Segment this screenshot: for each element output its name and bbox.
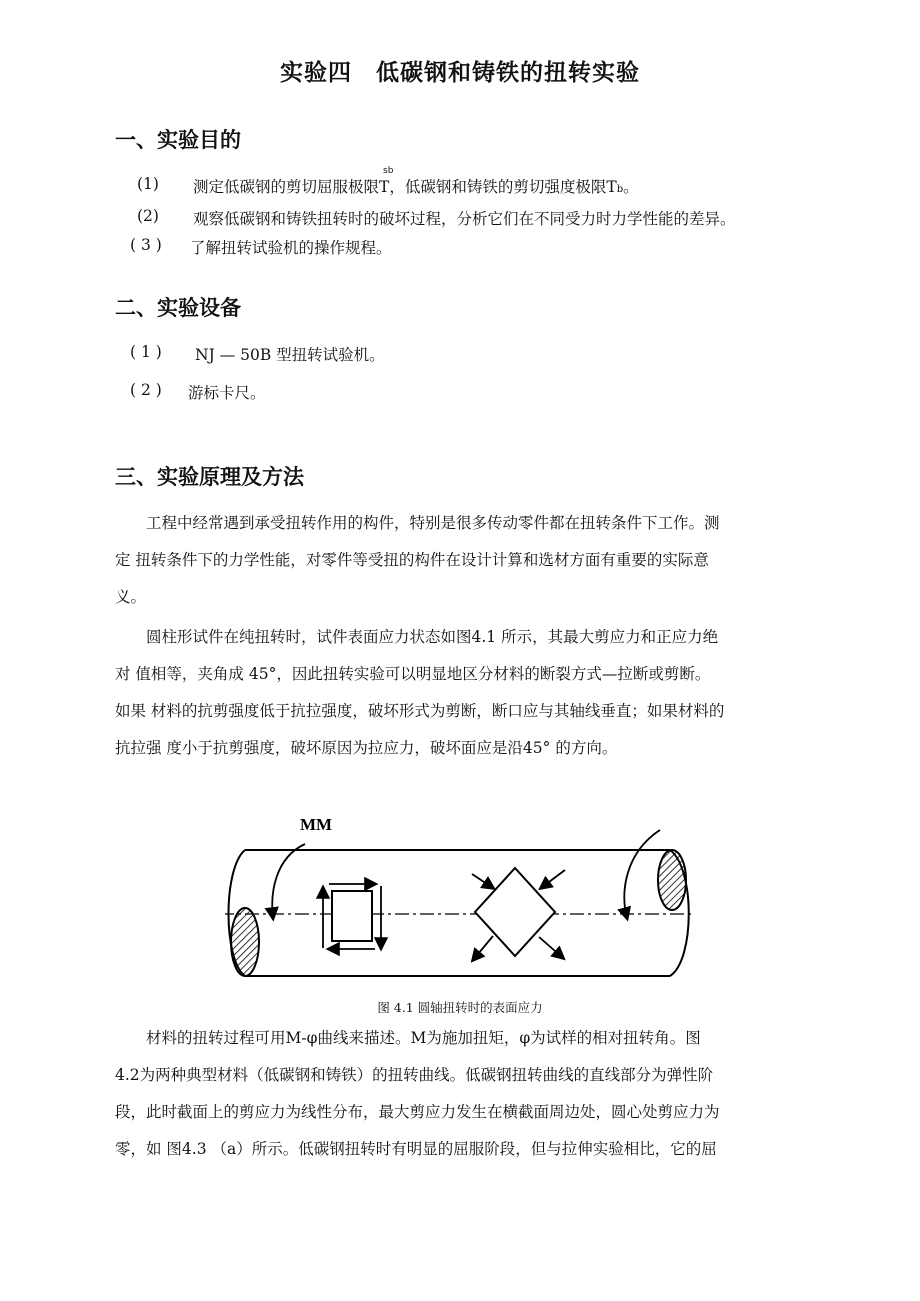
left-torque-arrow bbox=[272, 844, 305, 918]
paragraph-1 bbox=[115, 505, 815, 616]
right-end-section bbox=[658, 850, 686, 910]
section-heading-principle: 三、实验原理及方法 bbox=[115, 465, 304, 489]
equipment-item-2-num: ( 2 ) bbox=[130, 381, 162, 399]
page-title: 实验四 低碳钢和铸铁的扭转实验 bbox=[280, 60, 640, 86]
equipment-item-1-text: NJ — 50B 型扭转试验机。 bbox=[195, 346, 385, 364]
paragraph-2 bbox=[115, 619, 815, 767]
purpose-item-1-text: 测定低碳钢的剪切屈服极限T，低碳钢和铸铁的剪切强度极限T bbox=[193, 178, 617, 196]
subscript-sb: sb bbox=[383, 166, 394, 176]
torque-label: MM bbox=[300, 815, 333, 834]
paragraph-3-line: 材料的扭转过程可用M-φ曲线来描述。M为施加扭矩，φ为试样的相对扭转角。图 bbox=[115, 1029, 701, 1047]
purpose-item-3-text: 了解扭转试验机的操作规程。 bbox=[190, 239, 392, 257]
principal-stress-element bbox=[472, 868, 565, 960]
equipment-item-2-text: 游标卡尺。 bbox=[188, 384, 266, 402]
shear-stress-element bbox=[323, 884, 381, 949]
paragraph-2-line: 如果 材料的抗剪强度低于抗拉强度，破坏形式为剪断，断口应与其轴线垂直；如果材料的 bbox=[115, 702, 725, 720]
paragraph-3-line: 零，如 图4.3 （a）所示。低碳钢扭转时有明显的屈服阶段，但与拉伸实验相比，它的屈 bbox=[115, 1140, 717, 1158]
purpose-item-1-num: (1) bbox=[137, 175, 159, 193]
paragraph-3 bbox=[115, 1020, 815, 1168]
purpose-item-1-sub: b bbox=[616, 184, 624, 195]
paragraph-3-line: 段，此时截面上的剪应力为线性分布，最大剪应力发生在横截面周边处，圆心处剪应力为 bbox=[115, 1103, 720, 1121]
paragraph-1-line: 义。 bbox=[115, 588, 147, 606]
purpose-item-1 bbox=[193, 175, 639, 197]
right-torque-arrow bbox=[624, 830, 660, 918]
shaft-outline bbox=[229, 850, 689, 976]
left-end-section bbox=[231, 908, 259, 976]
figure-shaft-torsion bbox=[225, 808, 705, 990]
purpose-item-2-text: 观察低碳钢和铸铁扭转时的破坏过程，分析它们在不同受力时力学性能的差异。 bbox=[193, 210, 736, 228]
paragraph-2-line: 圆柱形试件在纯扭转时，试件表面应力状态如图4.1 所示，其最大剪应力和正应力绝 bbox=[115, 628, 719, 646]
figure-caption: 图 4.1 圆轴扭转时的表面应力 bbox=[377, 1000, 543, 1015]
paragraph-1-line: 定 扭转条件下的力学性能，对零件等受扭的构件在设计计算和选材方面有重要的实际意 bbox=[115, 551, 709, 569]
section-heading-purpose: 一、实验目的 bbox=[115, 128, 241, 152]
paragraph-1-line: 工程中经常遇到承受扭转作用的构件，特别是很多传动零件都在扭转条件下工作。测 bbox=[115, 514, 720, 532]
paragraph-2-line: 抗拉强 度小于抗剪强度，破坏原因为拉应力，破坏面应是沿45° 的方向。 bbox=[115, 739, 618, 757]
section-heading-equipment: 二、实验设备 bbox=[115, 296, 241, 320]
purpose-item-1-tail: 。 bbox=[623, 178, 639, 196]
paragraph-2-line: 对 值相等，夹角成 45°，因此扭转实验可以明显地区分材料的断裂方式—拉断或剪断。 bbox=[115, 665, 711, 683]
purpose-item-3-num: ( 3 ) bbox=[130, 236, 162, 254]
equipment-item-1-num: ( 1 ) bbox=[130, 343, 162, 361]
purpose-item-2-num: (2) bbox=[137, 207, 159, 225]
paragraph-3-line: 4.2为两种典型材料（低碳钢和铸铁）的扭转曲线。低碳钢扭转曲线的直线部分为弹性阶 bbox=[115, 1066, 714, 1084]
